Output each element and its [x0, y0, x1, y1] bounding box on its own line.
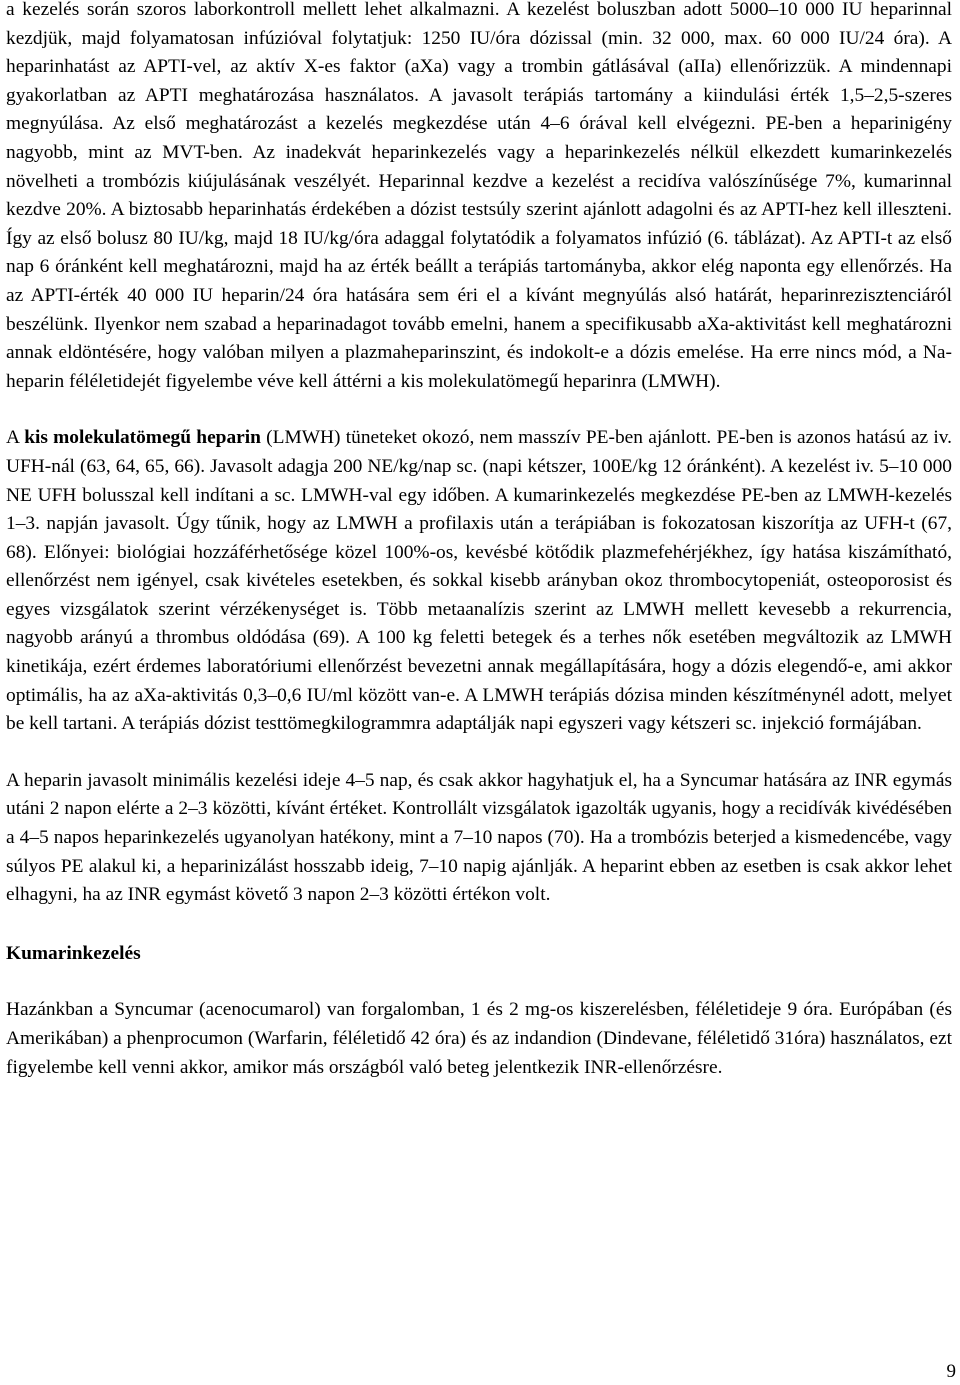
lmwh-bold-term: kis molekulatömegű heparin	[24, 427, 261, 449]
document-page	[6, 0, 952, 1082]
paragraph-lmwh-text: (LMWH) tüneteket okozó, nem masszív PE-ben ajánlott. PE-ben is azonos hatású az iv. UFH-nál (63, 64, 65, 66). Javasolt adagja 200 NE/kg/nap sc. (napi kétszer, 100E/kg 12 óránként). A kezelést iv. 5–10 000 NE UFH bolusszal kell indítani a sc. LMWH-val egy időben. A kumarinkezelés megkezdése PE-ben az LMWH-kezelés 1–3. napján javasolt. Úgy tűnik, hogy az LMWH a profilaxis után a terápiában is fokozatosan kiszorítja az UFH-t (67, 68). Előnyei: biológiai hozzáférhetősége közel 100%-os, kevésbé kötődik plazmefehérjékhez, így hatása kiszámítható, ellenőrzést nem igényel, csak kivételes esetekben, és sokkal kisebb arányban okoz thrombocytopeniát, osteoporosist és egyes vizsgálatok szerint vérzékenységet is. Több metaanalízis szerint az LMWH mellett kevesebb a rekurrencia, nagyobb arányú a thrombus oldódása (69). A 100 kg feletti betegek és a terhes nők esetében megváltozik az LMWH kinetikája, ezért érdemes laboratóriumi ellenőrzést bevezetni annak megállapítására, hogy a dózis elegendő-e, ami akkor optimális, ha az aXa-aktivitás 0,3–0,6 IU/ml között van-e. A LMWH terápiás dózisa minden készítménynél adott, melyet be kell tartani. A terápiás dózist testtömegkilogrammra adaptálják napi egyszeri vagy kétszeri sc. injekció formájában.	[6, 427, 952, 735]
paragraph-lmwh-lead: A	[6, 427, 25, 449]
paragraph-lmwh	[6, 424, 952, 739]
paragraph-heparin-dosing: a kezelés során szoros laborkontroll mellett lehet alkalmazni. A kezelést boluszban adott 5000–10 000 IU heparinnal kezdjük, majd folyamatosan infúzióval folytatjuk: 1250 IU/óra dózissal (min. 32 000, max. 60 000 IU/24 óra). A heparinhatást az APTI-vel, az aktív X-es faktor (aXa) vagy a trombin gátlásával (aIIa) ellenőrizzük. A mindennapi gyakorlatban az APTI meghatározása használatos. A javasolt terápiás tartomány a kiindulási érték 1,5–2,5-szeres megnyúlása. Az első meghatározást a kezelés megkezdése után 4–6 órával kell elvégezni. PE-ben a heparinigény nagyobb, mint az MVT-ben. Az inadekvát heparinkezelés vagy a heparinkezelés nélkül elkezdett kumarinkezelés növelheti a trombózis kiújulásának veszélyét. Heparinnal kezdve a kezelést a recidíva valószínűsége 7%, kumarinnal kezdve 20%. A biztosabb heparinhatás érdekében a dózist testsúly szerint ajánlott adagolni és az APTI-hez kell illeszteni. Így az első bolusz 80 IU/kg, majd 18 IU/kg/óra adaggal folytatódik a folyamatos infúzió (6. táblázat). Az APTI-t az első nap 6 óránként kell meghatározni, majd ha az érték beállt a terápiás tartományba, akkor elég naponta egy ellenőrzés. Ha az APTI-érték 40 000 IU heparin/24 óra hatására sem éri el a kívánt megnyúlás alsó határát, heparinrezisztenciáról beszélünk. Ilyenkor nem szabad a heparinadagot tovább emelni, hanem a specifikusabb aXa-aktivitást kell meghatározni annak eldöntésére, hogy valóban milyen a plazmaheparinszint, és indokolt-e a dózis emelése. Ha erre nincs mód, a Na-heparin féléletidejét figyelembe véve kell áttérni a kis molekulatömegű heparinra (LMWH).	[6, 0, 952, 392]
paragraph-coumarin: Hazánkban a Syncumar (acenocumarol) van forgalomban, 1 és 2 mg-os kiszerelésben, féléletideje 9 óra. Európában (és Amerikában) a phenprocumon (Warfarin, féléletidő 42 óra) és az indandion (Dindevane, féléletidő 31óra) használatos, ezt figyelembe kell venni akkor, amikor más országból való beteg jelentkezik INR-ellenőrzésre.	[6, 999, 952, 1078]
page-number: 9	[946, 1361, 956, 1382]
paragraph-heparin-duration: A heparin javasolt minimális kezelési ideje 4–5 nap, és csak akkor hagyhatjuk el, ha a Syncumar hatására az INR egymás utáni 2 napon elérte a 2–3 közötti, kívánt értéket. Kontrollált vizsgálatok igazolták ugyanis, hogy a recidívák kivédésében a 4–5 napos heparinkezelés ugyanolyan hatékony, mint a 7–10 napos (70). Ha a trombózis beterjed a kismedencébe, vagy súlyos PE alakul ki, a heparinizálást hosszabb ideig, 7–10 napig ajánlják. A heparint ebben az esetben is csak akkor lehet elhagyni, ha az INR egymást követő 3 napon 2–3 közötti értékon volt.	[6, 769, 952, 906]
section-heading: Kumarinkezelés	[6, 942, 141, 964]
